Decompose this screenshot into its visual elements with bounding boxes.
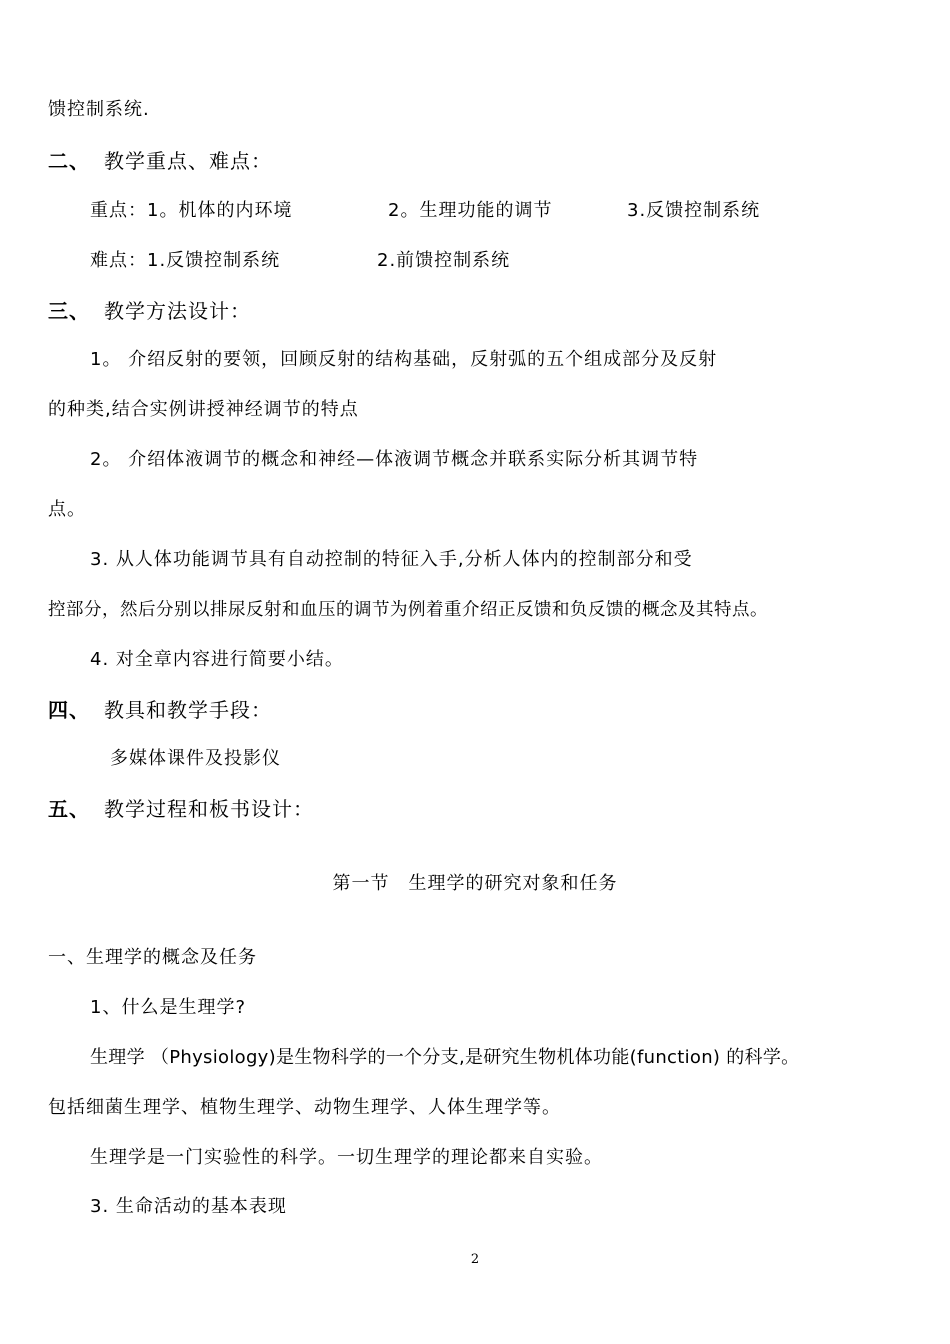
text-line: 3. 从人体功能调节具有自动控制的特征入手,分析人体内的控制部分和受 (90, 549, 693, 570)
difficult-point-1: 难点：1.反馈控制系统 (90, 250, 281, 271)
section-heading (48, 796, 314, 822)
section-title: 教具和教学手段： (104, 698, 272, 722)
text-line: 3. 生命活动的基本表现 (90, 1196, 287, 1217)
difficult-point-2: 2.前馈控制系统 (377, 250, 511, 271)
section-title: 教学重点、难点： (104, 149, 272, 173)
text-line: 生理学 （Physiology)是生物科学的一个分支,是研究生物机体功能(function) 的科学。 (90, 1047, 800, 1068)
section-heading (48, 148, 272, 174)
section-title: 教学方法设计： (104, 299, 251, 323)
text-line: 1、什么是生理学? (90, 997, 247, 1018)
text-line: 多媒体课件及投影仪 (110, 748, 281, 769)
text-line: 生理学是一门实验性的科学。一切生理学的理论都来自实验。 (90, 1147, 603, 1168)
text-line: 控部分，然后分别以排尿反射和血压的调节为例着重介绍正反馈和负反馈的概念及其特点。 (48, 600, 768, 620)
section-heading (48, 298, 251, 324)
section-title: 教学过程和板书设计： (104, 797, 314, 821)
text-line: 的种类,结合实例讲授神经调节的特点 (48, 399, 359, 420)
text-line: 4. 对全章内容进行简要小结。 (90, 649, 344, 670)
section-number: 四、 (48, 698, 90, 722)
text-line: 1。 介绍反射的要领，回顾反射的结构基础，反射弧的五个组成部分及反射 (90, 349, 718, 370)
subheading: 一、生理学的概念及任务 (48, 947, 257, 968)
key-point-3: 3.反馈控制系统 (627, 200, 761, 221)
chapter-section-title: 第一节 生理学的研究对象和任务 (332, 873, 618, 894)
section-number: 五、 (48, 797, 90, 821)
key-points-line (90, 199, 760, 223)
section-heading (48, 697, 272, 723)
text-line: 包括细菌生理学、植物生理学、动物生理学、人体生理学等。 (48, 1097, 561, 1118)
section-number: 三、 (48, 299, 90, 323)
text-line: 2。 介绍体液调节的概念和神经—体液调节概念并联系实际分析其调节特 (90, 449, 699, 470)
key-point-2: 2。生理功能的调节 (388, 200, 553, 221)
page-number: 2 (470, 1252, 480, 1267)
difficult-points-line (90, 249, 510, 273)
key-point-1: 重点：1。机体的内环境 (90, 200, 293, 221)
section-number: 二、 (48, 149, 90, 173)
text-line: 馈控制系统. (48, 99, 150, 120)
text-line: 点。 (48, 499, 86, 520)
